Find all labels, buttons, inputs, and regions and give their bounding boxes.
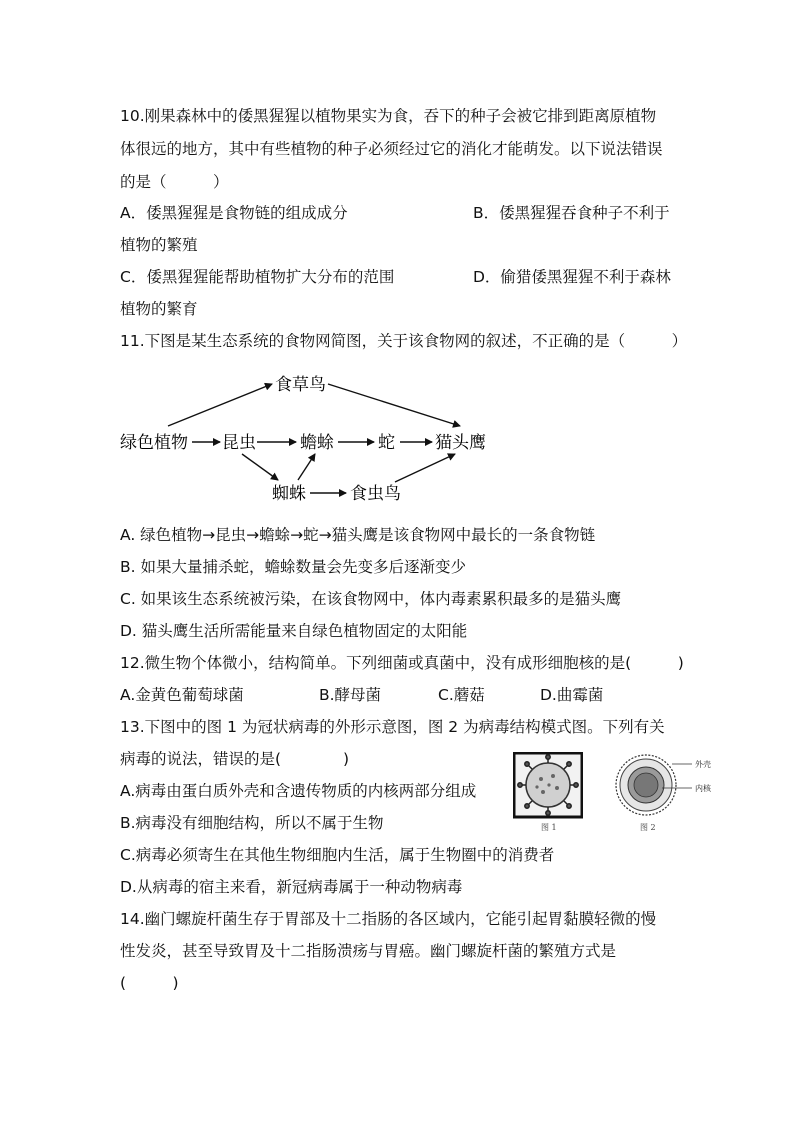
label-shell: 外壳 bbox=[695, 760, 711, 769]
q10-option-d-line1: D．偷猎倭黑猩猩不利于森林 bbox=[473, 268, 671, 286]
q12-option-b: B.酵母菌 bbox=[319, 686, 382, 704]
q10-option-b-line1: B．倭黑猩猩吞食种子不利于 bbox=[473, 204, 670, 222]
arrow-plant-herb-bird bbox=[168, 384, 272, 426]
q12-option-c: C.蘑菇 bbox=[438, 686, 485, 704]
q13-stem-line1: 13.下图中的图 1 为冠状病毒的外形示意图，图 2 为病毒结构模式图。下列有关 bbox=[120, 718, 665, 736]
arrow-spider-toad bbox=[298, 454, 315, 480]
virus-figure-1 bbox=[513, 752, 583, 834]
food-web-diagram bbox=[110, 362, 510, 512]
q12-option-a: A.金黄色葡萄球菌 bbox=[120, 686, 244, 704]
food-web-node-insect-bird: 食虫鸟 bbox=[350, 484, 401, 504]
q10-stem-line2: 体很远的地方，其中有些植物的种子必须经过它的消化才能萌发。以下说法错误 bbox=[120, 140, 663, 158]
virus-figure-2 bbox=[604, 752, 726, 834]
q14-stem-line3: ( ) bbox=[120, 974, 179, 992]
q13-stem-line2: 病毒的说法，错误的是( ) bbox=[120, 750, 350, 768]
q11-option-d: D. 猫头鹰生活所需能量来自绿色植物固定的太阳能 bbox=[120, 622, 468, 640]
q13-option-c: C.病毒必须寄生在其他生物细胞内生活，属于生物圈中的消费者 bbox=[120, 846, 555, 864]
food-web-node-snake: 蛇 bbox=[378, 433, 395, 453]
q10-option-b-line2: 植物的繁殖 bbox=[120, 236, 198, 254]
label-core: 内核 bbox=[695, 784, 711, 793]
q11-option-a: A. 绿色植物→昆虫→蟾蜍→蛇→猫头鹰是该食物网中最长的一条食物链 bbox=[120, 526, 596, 544]
q13-option-b: B.病毒没有细胞结构，所以不属于生物 bbox=[120, 814, 384, 832]
arrow-herb-bird-owl bbox=[328, 384, 460, 426]
q10-option-c: C．倭黑猩猩能帮助植物扩大分布的范围 bbox=[120, 268, 395, 286]
food-web-node-owl: 猫头鹰 bbox=[435, 433, 486, 453]
virus-figure-2-label: 图 2 bbox=[640, 823, 656, 832]
q13-option-d: D.从病毒的宿主来看，新冠病毒属于一种动物病毒 bbox=[120, 878, 463, 896]
q14-stem-line1: 14.幽门螺旋杆菌生存于胃部及十二指肠的各区域内，它能引起胃黏膜轻微的慢 bbox=[120, 910, 657, 928]
q10-stem-line1: 10.刚果森林中的倭黑猩猩以植物果实为食，吞下的种子会被它排到距离原植物 bbox=[120, 107, 657, 125]
q10-option-d-line2: 植物的繁育 bbox=[120, 300, 198, 318]
q10-option-a: A．倭黑猩猩是食物链的组成成分 bbox=[120, 204, 348, 222]
q11-option-b: B. 如果大量捕杀蛇，蟾蜍数量会先变多后逐渐变少 bbox=[120, 558, 466, 576]
arrow-insect-bird-owl bbox=[395, 454, 455, 482]
food-web-node-toad: 蟾蜍 bbox=[300, 433, 334, 453]
q13-option-a: A.病毒由蛋白质外壳和含遗传物质的内核两部分组成 bbox=[120, 782, 477, 800]
q14-stem-line2: 性发炎，甚至导致胃及十二指肠溃疡与胃癌。幽门螺旋杆菌的繁殖方式是 bbox=[120, 942, 617, 960]
arrow-insect-spider bbox=[242, 454, 278, 480]
food-web-node-spider: 蜘蛛 bbox=[272, 484, 306, 504]
q10-stem-line3: 的是（ ） bbox=[120, 173, 229, 191]
q11-option-c: C. 如果该生态系统被污染，在该食物网中，体内毒素累积最多的是猫头鹰 bbox=[120, 590, 622, 608]
q12-stem: 12.微生物个体微小，结构简单。下列细菌或真菌中，没有成形细胞核的是( ) bbox=[120, 654, 684, 672]
food-web-node-herb-bird: 食草鸟 bbox=[275, 375, 326, 395]
food-web-node-insect: 昆虫 bbox=[222, 433, 256, 453]
virus-figure-1-label: 图 1 bbox=[541, 823, 557, 832]
q11-stem: 11.下图是某生态系统的食物网简图，关于该食物网的叙述，不正确的是（ ） bbox=[120, 332, 688, 350]
food-web-node-plant: 绿色植物 bbox=[120, 433, 188, 453]
q12-option-d: D.曲霉菌 bbox=[540, 686, 604, 704]
